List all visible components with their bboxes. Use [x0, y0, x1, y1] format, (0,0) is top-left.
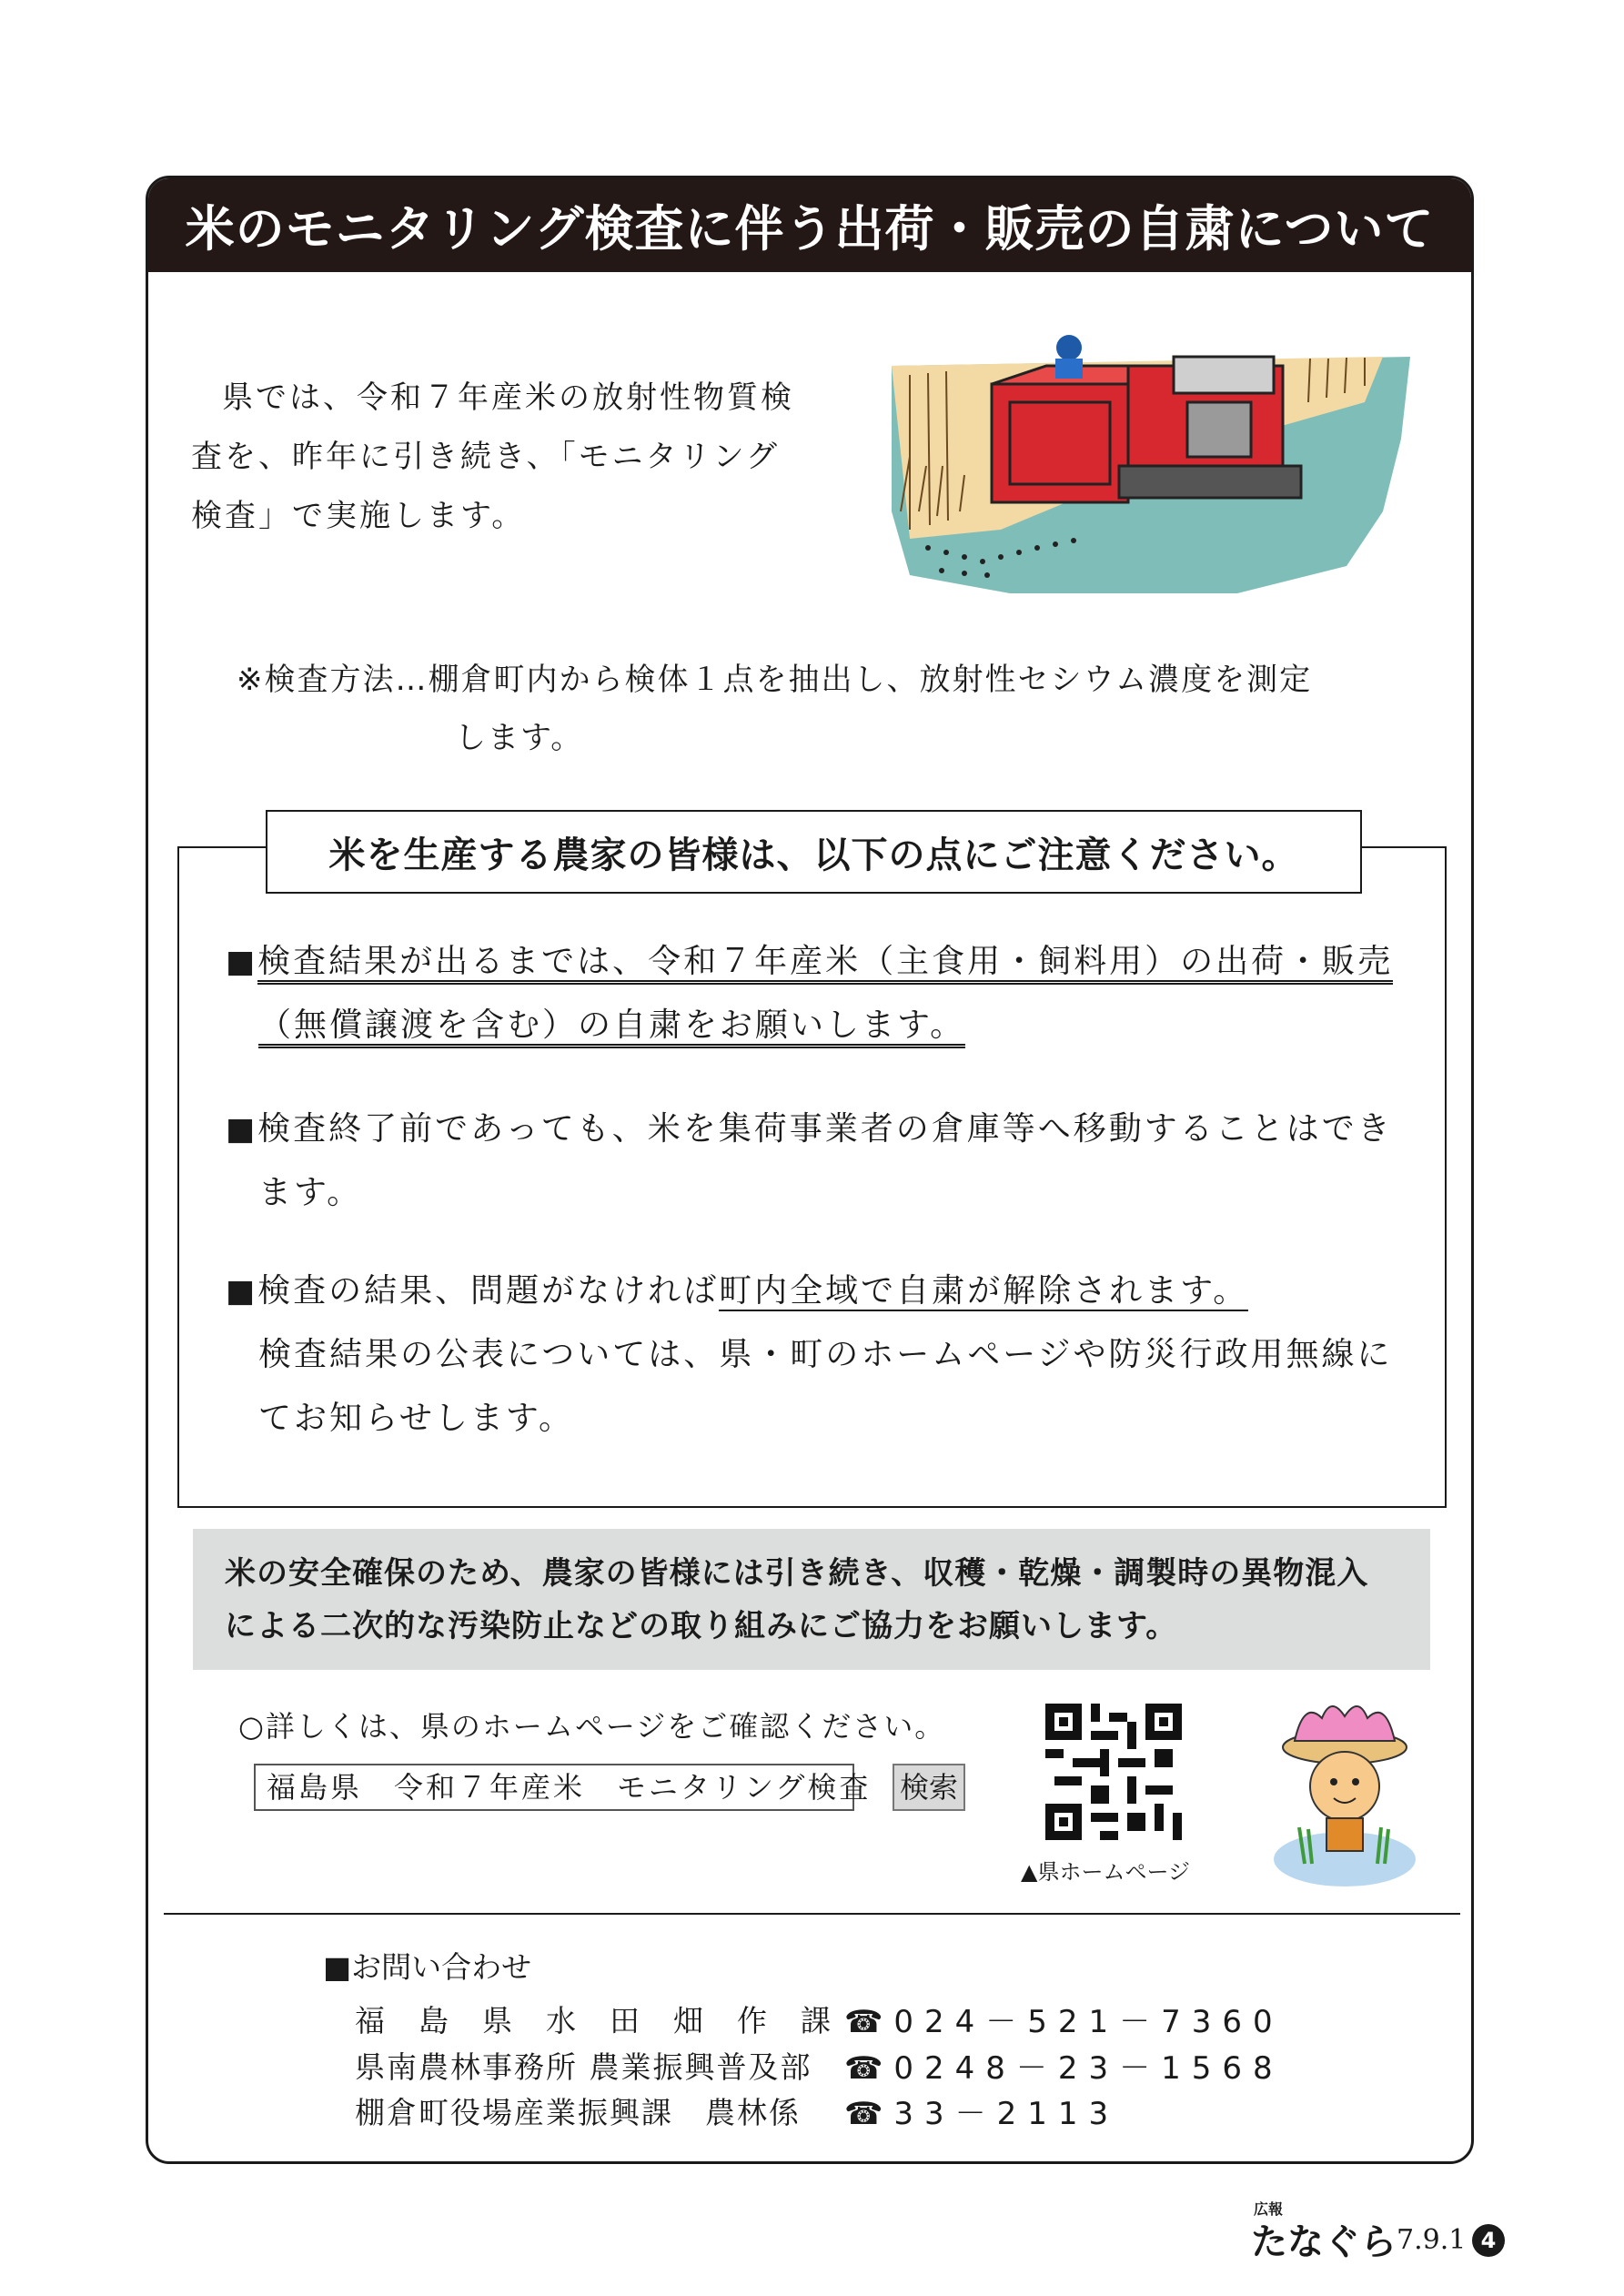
method-line-1: ※検査方法…棚倉町内から検体１点を抽出し、放射性セシウム濃度を測定 — [237, 662, 1313, 698]
notice-item-1-line-1: 検査結果が出るまでは、令和７年産米（主食用・飼料用）の出荷・販売 — [257, 943, 1393, 985]
square-bullet-icon: ■ — [226, 1273, 258, 1310]
notice-item-3-line-3: てお知らせします。 — [258, 1400, 575, 1437]
square-bullet-icon: ■ — [226, 1111, 258, 1148]
contact-heading: ■お問い合わせ — [323, 1949, 532, 1985]
contact-org-3: 棚倉町役場産業振興課 農林係 — [355, 2095, 801, 2130]
square-bullet-icon: ■ — [226, 944, 258, 980]
combine-harvester-illustration — [873, 329, 1419, 602]
safety-request-band: 米の安全確保のため、農家の皆様には引き続き、収穫・乾燥・調製時の異物混入による二次的な汚染防止などの取り組みにご協力をお願いします。 — [193, 1529, 1430, 1670]
notice-item-2-line-1: 検査終了前であっても、米を集荷事業者の倉庫等へ移動することはでき — [257, 1110, 1393, 1148]
details-lead: ○詳しくは、県のホームページをご確認ください。 — [238, 1709, 946, 1744]
notice-item-3-line-2: 検査結果の公表については、県・町のホームページや防災行政用無線に — [258, 1336, 1393, 1373]
page-number-badge: 4 — [1472, 2224, 1505, 2257]
notice-item-3-lead: 検査の結果、問題がなければ — [257, 1272, 720, 1310]
notice-item-1-line-2: （無償譲渡を含む）の自粛をお願いします。 — [258, 1006, 965, 1048]
contact-phone-1: ☎024－521－7360 — [844, 2004, 1284, 2040]
intro-paragraph: 県では、令和７年産米の放射性物質検査を、昨年に引き続き、「モニタリング検査」で実施します。 — [191, 379, 794, 534]
mascot-illustration — [1272, 1691, 1417, 1886]
footer-date: 7.9.1 — [1397, 2224, 1467, 2256]
search-query-box: 福島県 令和７年産米 モニタリング検査 — [254, 1764, 854, 1811]
method-line-2: します。 — [455, 720, 584, 756]
article-title: 米のモニタリング検査に伴う出荷・販売の自粛について — [148, 178, 1471, 272]
footer-label: 広報 — [1254, 2200, 1284, 2218]
notice-title: 米を生産する農家の皆様は、以下の点にご注意ください。 — [266, 810, 1362, 894]
inspection-method-note — [237, 651, 1419, 767]
contact-org-1: 福 島 県 水 田 畑 作 課 — [355, 2003, 832, 2038]
notice-item-2 — [226, 1097, 1427, 1225]
qr-caption: ▲県ホームページ — [1021, 1859, 1190, 1885]
contact-org-2: 県南農林事務所 農業振興普及部 — [355, 2049, 812, 2085]
search-button: 検索 — [893, 1764, 965, 1811]
notice-item-3-underlined: 町内全域で自粛が解除されます。 — [719, 1272, 1249, 1310]
section-divider — [164, 1913, 1460, 1915]
notice-item-2-line-2: ます。 — [258, 1174, 363, 1211]
footer-brand: たなぐら — [1251, 2220, 1397, 2263]
contact-phone-2: ☎0248－23－1568 — [844, 2050, 1284, 2087]
notice-item-1 — [226, 930, 1427, 1057]
qr-code — [1045, 1704, 1182, 1840]
notice-item-3 — [226, 1259, 1427, 1451]
contact-phone-3: ☎33－2113 — [844, 2096, 1120, 2132]
